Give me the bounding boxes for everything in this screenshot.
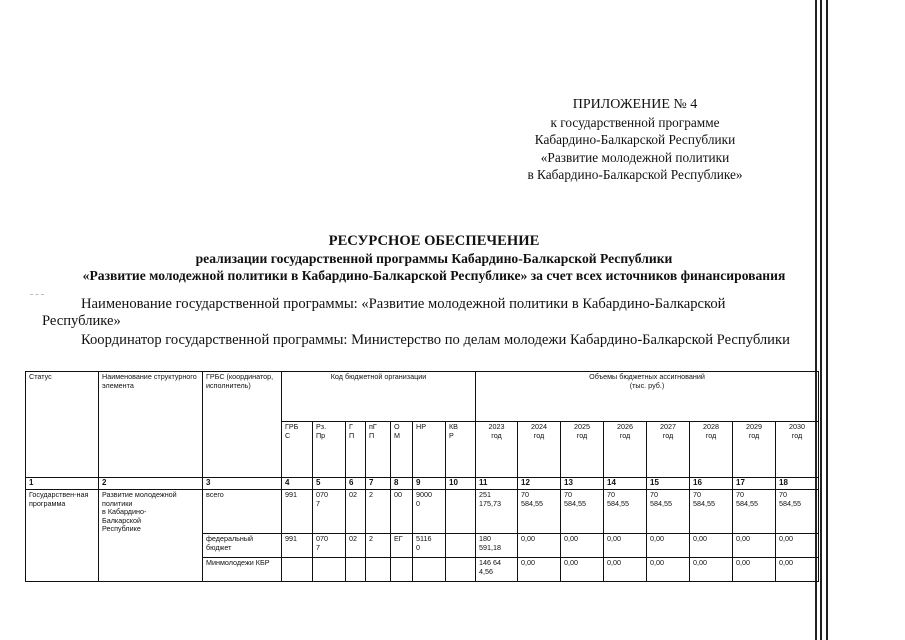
code-cell [391,490,413,534]
column-number [346,478,366,490]
element-cell-text: Республике [102,524,141,534]
header-code-group-text: Код бюджетной организации [330,372,427,381]
header-grbs [203,372,282,478]
header-allocations-group-text: (тыс. руб.) [629,380,665,390]
table-header-row [26,372,819,422]
header-year-column-text: 2026 [617,422,633,431]
code-cell-text: 0 [416,542,420,552]
element-cell-text: политики [102,498,133,508]
code-cell-text: 070 [316,490,328,499]
amount-cell-text: 0,00 [564,534,578,543]
code-cell [313,534,346,558]
program-name-text: Наименование государственной программы: «Развитие молодежной политики в Кабардино-Балкарской [81,296,726,312]
amount-cell-text: 0,00 [736,558,750,567]
amount-cell-text: 70 [736,490,744,499]
amount-cell-text: 584,55 [650,498,672,508]
amount-cell [690,558,733,582]
table-row [26,490,819,534]
grbs-cell [203,490,282,534]
amount-cell-text: 0,00 [521,534,535,543]
element-cell-text: Балкарской [102,515,142,525]
header-year-column-text: 2030 [789,422,805,431]
amount-cell [776,534,819,558]
amount-cell [647,534,690,558]
grbs-cell-text: Минмолодежи КБР [206,558,270,567]
element-cell [99,490,203,582]
code-cell [413,558,446,582]
column-number-text: 12 [521,478,530,487]
amount-cell-text: 0,00 [607,558,621,567]
header-year-column-text: 2025 [574,422,590,431]
amount-cell-text: 584,55 [521,498,543,508]
amount-cell [518,558,561,582]
header-code-group [282,372,476,422]
header-element [99,372,203,478]
amount-cell [776,490,819,534]
code-cell [366,558,391,582]
amount-cell-text: 584,55 [779,498,801,508]
scan-mark [30,294,44,295]
status-cell [26,490,99,582]
amount-cell-text: 584,55 [736,498,758,508]
header-code-column-text: Пр [316,430,326,440]
header-year-column [690,422,733,478]
amount-cell-text: 0,00 [607,534,621,543]
column-number-text: 10 [449,478,458,487]
header-year-column-text: год [748,430,760,440]
amount-cell [561,490,604,534]
amount-cell-text: 70 [650,490,658,499]
amount-cell-text: 146 64 [479,558,501,567]
header-code-column-text: КВ [449,422,458,431]
column-number [690,478,733,490]
amount-cell [561,534,604,558]
code-cell-text: 0 [416,498,420,508]
column-number-text: 11 [479,478,488,487]
amount-cell-text: 0,00 [521,558,535,567]
code-cell [282,490,313,534]
header-year-column-text: 2023 [488,422,505,431]
amount-cell-text: 0,00 [564,558,578,567]
header-year-column-text: год [662,430,674,440]
amount-cell-text: 0,00 [693,558,707,567]
header-year-column-text: год [791,430,803,440]
code-cell [413,534,446,558]
header-year-column-text: год [491,430,502,440]
header-year-column-text: год [705,430,717,440]
code-cell-text: 2 [369,534,373,543]
code-cell [282,558,313,582]
amount-cell [604,558,647,582]
amount-cell [733,558,776,582]
header-year-column [776,422,819,478]
header-year-column-text: год [619,430,631,440]
resource-table [25,371,819,582]
code-cell [446,534,476,558]
column-number [313,478,346,490]
header-year-column-text: год [533,430,545,440]
document-heading [30,232,838,284]
header-year-column-text: год [576,430,588,440]
amount-cell-text: 4,56 [479,566,493,576]
amount-cell-text: 70 [779,490,787,499]
amount-cell [733,534,776,558]
amount-cell [604,534,647,558]
status-cell-text: Государствен-ная программа [29,490,89,508]
column-number [446,478,476,490]
appendix-line: «Развитие молодежной политики [540,149,730,165]
column-number [99,478,203,490]
coordinator-paragraph [42,332,827,349]
header-status-text: Статус [29,372,52,381]
header-allocations-group [476,372,819,422]
column-number-text: 17 [736,478,745,487]
amount-cell-text: 0,00 [693,534,707,543]
code-cell-text: 9000 [416,490,432,499]
amount-cell [604,490,647,534]
document-subtitle: реализации государственной программы Кабардино-Балкарской Республики [195,251,673,266]
amount-cell [476,490,518,534]
amount-cell-text: 584,55 [607,498,629,508]
amount-cell [733,490,776,534]
header-code-column [366,422,391,478]
column-number-text: 13 [564,478,573,487]
amount-cell-text: 0,00 [736,534,750,543]
header-code-column-text: НР [416,422,426,431]
header-allocations-group-text: Объемы бюджетных ассигнований [589,372,705,381]
code-cell-text: 02 [349,534,357,543]
appendix-block [480,96,790,184]
amount-cell-text: 584,55 [564,498,586,508]
code-cell [391,558,413,582]
appendix-line: к государственной программе [550,114,720,130]
header-code-column-text: О [394,422,400,431]
column-number-text: 16 [693,478,702,487]
header-code-column-text: М [394,430,400,440]
code-cell [366,534,391,558]
header-code-column-text: Г [349,422,353,431]
column-number-text: 18 [779,478,788,487]
header-code-column-text: Р [449,430,454,440]
column-number-text: 14 [607,478,616,487]
column-number-text: 2 [102,478,107,487]
code-cell [313,558,346,582]
amount-cell-text: 70 [693,490,701,499]
document-title: РЕСУРСНОЕ ОБЕСПЕЧЕНИЕ [328,233,540,249]
amount-cell-text: 175,73 [479,498,501,508]
column-number [366,478,391,490]
code-cell [282,534,313,558]
program-name-paragraph [42,296,827,330]
column-number [776,478,819,490]
code-cell [446,490,476,534]
column-number-text: 5 [316,478,321,487]
column-number [391,478,413,490]
amount-cell [690,490,733,534]
header-code-column-text: П [369,430,375,440]
appendix-line: в Кабардино-Балкарской Республике» [527,167,743,182]
amount-cell [518,490,561,534]
element-cell-text: Развитие молодежной [102,490,177,499]
column-number-text: 3 [206,478,211,487]
column-number-text: 15 [650,478,659,487]
amount-cell [690,534,733,558]
amount-cell-text: 70 [564,490,572,499]
header-code-column-text: ГРБ [285,422,299,431]
header-year-column [604,422,647,478]
header-code-column [346,422,366,478]
column-number [476,478,518,490]
amount-cell [776,558,819,582]
grbs-cell-text: всего [206,490,224,499]
amount-cell [518,534,561,558]
amount-cell [647,558,690,582]
appendix-title: ПРИЛОЖЕНИЕ № 4 [572,97,698,112]
code-cell [391,534,413,558]
header-year-column-text: 2029 [746,422,762,431]
code-cell-text: ЕГ [394,534,403,543]
grbs-cell [203,534,282,558]
column-number [604,478,647,490]
code-cell-text: 00 [394,490,402,499]
amount-cell-text: 180 [479,534,491,543]
header-element-text: Наименование структурного элемента [102,372,197,390]
appendix-line: Кабардино-Балкарской Республики [534,132,736,147]
amount-cell-text: 0,00 [650,534,664,543]
header-code-column [391,422,413,478]
header-year-column [733,422,776,478]
header-status [26,372,99,478]
code-cell-text: 991 [285,490,297,499]
header-year-column [561,422,604,478]
column-number [561,478,604,490]
column-number [282,478,313,490]
amount-cell [561,558,604,582]
code-cell [446,558,476,582]
code-cell-text: 5116 [416,534,432,543]
grbs-cell [203,558,282,582]
header-year-column-text: 2028 [703,422,719,431]
column-number-text: 8 [394,478,399,487]
code-cell [346,534,366,558]
header-code-column-text: пГ [369,422,377,431]
amount-cell-text: 70 [607,490,615,499]
header-code-column [413,422,446,478]
code-cell [413,490,446,534]
column-number [647,478,690,490]
program-name-continuation: Республике» [42,313,121,329]
header-year-column-text: 2024 [531,422,547,431]
amount-cell [476,534,518,558]
column-number-text: 6 [349,478,354,487]
amount-cell [647,490,690,534]
column-number-text: 4 [285,478,290,487]
code-cell-text: 2 [369,490,373,499]
header-code-column-text: П [349,430,355,440]
code-cell-text: 7 [316,498,320,508]
coordinator-text: Координатор государственной программы: Министерство по делам молодежи Кабардино-Балкарской Республики [81,332,790,348]
header-code-column-text: С [285,430,291,440]
column-number-text: 9 [416,478,421,487]
header-code-column [282,422,313,478]
header-year-column-text: 2027 [660,422,676,431]
grbs-cell-text: федеральный бюджет [206,534,254,552]
document-subtitle: «Развитие молодежной политики в Кабардино-Балкарской Республике» за счет всех источников финансирования [82,268,786,283]
code-cell-text: 02 [349,490,357,499]
code-cell-text: 070 [316,534,328,543]
header-code-column-text: Рз. [316,422,327,431]
column-number [203,478,282,490]
column-number [733,478,776,490]
header-year-column [476,422,518,478]
amount-cell-text: 0,00 [779,558,793,567]
header-code-column [446,422,476,478]
code-cell [346,490,366,534]
code-cell-text: 991 [285,534,297,543]
amount-cell-text: 0,00 [779,534,793,543]
column-number-row [26,478,819,490]
code-cell [313,490,346,534]
element-cell-text: в Кабардино- [102,507,147,517]
amount-cell [476,558,518,582]
header-grbs-text: ГРБС (координатор, исполнитель) [206,372,274,390]
code-cell-text: 7 [316,542,320,552]
code-cell [366,490,391,534]
amount-cell-text: 591,18 [479,542,501,552]
column-number [518,478,561,490]
header-code-column [313,422,346,478]
code-cell [346,558,366,582]
column-number-text: 1 [29,478,34,487]
column-number [26,478,99,490]
column-number-text: 7 [369,478,374,487]
program-name-line [42,296,827,313]
amount-cell-text: 251 [479,490,491,499]
amount-cell-text: 0,00 [650,558,664,567]
header-year-column [647,422,690,478]
amount-cell-text: 584,55 [693,498,715,508]
column-number [413,478,446,490]
header-year-column [518,422,561,478]
amount-cell-text: 70 [521,490,529,499]
